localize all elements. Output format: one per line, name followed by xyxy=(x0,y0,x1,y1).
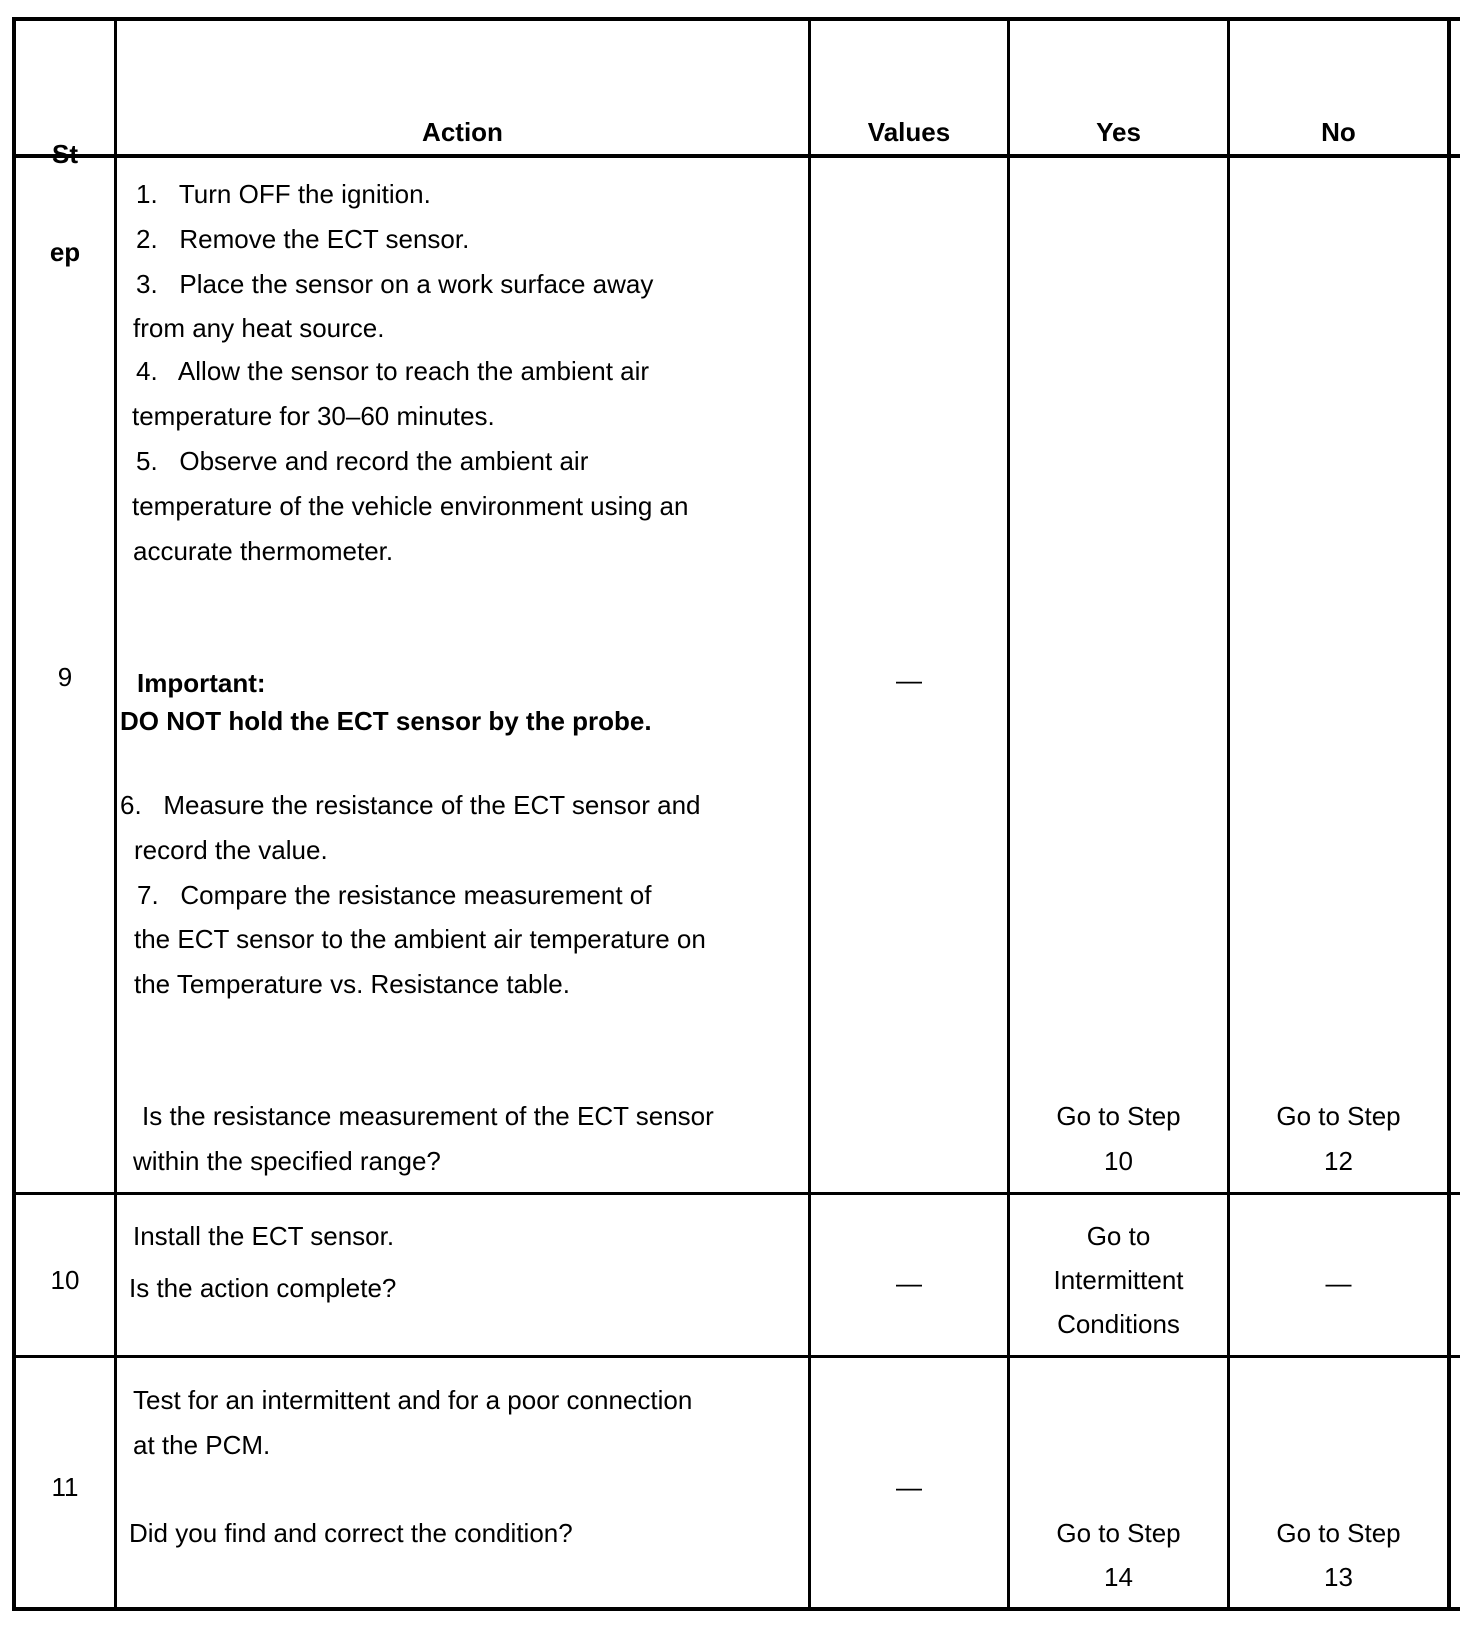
action-line: 1. Turn OFF the ignition. xyxy=(136,179,431,209)
action-line: Is the action complete? xyxy=(129,1273,397,1303)
header-values: Values xyxy=(867,117,951,147)
table-border-right xyxy=(1447,17,1451,1611)
no-cell: — xyxy=(1325,1268,1352,1298)
column-divider xyxy=(1007,17,1010,1611)
action-line: temperature for 30–60 minutes. xyxy=(132,401,495,431)
row-divider xyxy=(12,1355,1460,1358)
yes-cell-line: Go to xyxy=(1086,1221,1151,1251)
important-label: Important: xyxy=(137,668,266,698)
yes-cell-line: Go to Step xyxy=(1056,1101,1181,1131)
no-cell-line: Go to Step xyxy=(1276,1518,1401,1548)
action-line: Test for an intermittent and for a poor connection xyxy=(133,1385,693,1415)
header-step-line: ep xyxy=(49,237,81,267)
column-divider xyxy=(114,17,117,1611)
action-line: 7. Compare the resistance measurement of xyxy=(137,880,652,910)
no-cell-line: 12 xyxy=(1324,1146,1353,1176)
no-cell-line: 13 xyxy=(1324,1562,1353,1592)
values-cell: — xyxy=(896,665,922,695)
table-border-top xyxy=(12,17,1460,21)
header-action: Action xyxy=(422,117,503,147)
question-line: Did you find and correct the condition? xyxy=(129,1518,573,1548)
step-number: 9 xyxy=(57,662,73,692)
question-line: within the specified range? xyxy=(133,1146,441,1176)
question-line: Is the resistance measurement of the ECT sensor xyxy=(142,1101,714,1131)
action-line: from any heat source. xyxy=(133,313,385,343)
column-divider xyxy=(1227,17,1230,1611)
action-line: 3. Place the sensor on a work surface away xyxy=(136,269,654,299)
action-line: 4. Allow the sensor to reach the ambient air xyxy=(136,356,650,386)
yes-cell-line: 14 xyxy=(1104,1562,1133,1592)
yes-cell-line: Go to Step xyxy=(1056,1518,1181,1548)
header-no: No xyxy=(1321,117,1356,147)
action-line: Install the ECT sensor. xyxy=(133,1221,395,1251)
header-divider xyxy=(12,154,1460,158)
action-line: the Temperature vs. Resistance table. xyxy=(134,969,570,999)
action-line: temperature of the vehicle environment using an xyxy=(132,491,689,521)
action-line: record the value. xyxy=(134,835,328,865)
values-cell: — xyxy=(896,1472,922,1502)
yes-cell-line: Conditions xyxy=(1057,1309,1180,1339)
values-cell: — xyxy=(896,1268,922,1298)
step-number: 10 xyxy=(50,1265,80,1295)
no-cell-line: Go to Step xyxy=(1276,1101,1401,1131)
important-text: DO NOT hold the ECT sensor by the probe. xyxy=(120,706,652,736)
action-line: 5. Observe and record the ambient air xyxy=(136,446,589,476)
row-divider xyxy=(12,1192,1460,1195)
header-step xyxy=(16,79,114,327)
yes-cell-line: 10 xyxy=(1104,1146,1133,1176)
action-line: at the PCM. xyxy=(133,1430,271,1460)
action-line: accurate thermometer. xyxy=(133,536,394,566)
table-border-bottom xyxy=(12,1607,1460,1611)
action-line: the ECT sensor to the ambient air temperature on xyxy=(134,924,706,954)
column-divider xyxy=(808,17,811,1611)
action-line: 6. Measure the resistance of the ECT sensor and xyxy=(120,790,701,820)
header-yes: Yes xyxy=(1096,117,1141,147)
action-line: 2. Remove the ECT sensor. xyxy=(136,224,470,254)
header-step-line: St xyxy=(52,139,78,169)
step-number: 11 xyxy=(51,1472,79,1502)
yes-cell-line: Intermittent xyxy=(1053,1265,1184,1295)
